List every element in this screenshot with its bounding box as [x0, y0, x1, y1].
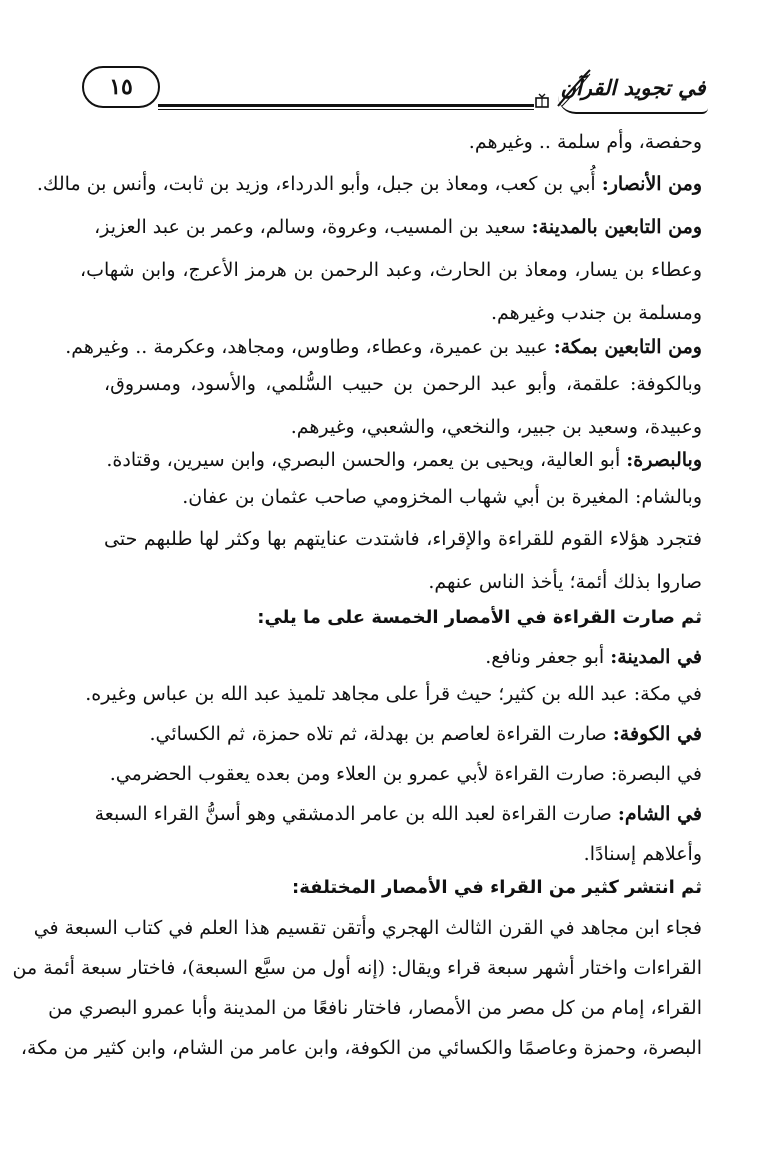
- line-lead: في الشام:: [617, 803, 702, 825]
- line-text: ومسلمة بن جندب وغيرهم.: [490, 302, 702, 324]
- text-line: [104, 525, 702, 553]
- text-line: [80, 256, 702, 284]
- text-line: [80, 299, 702, 327]
- line-text: وبالشام: المغيرة بن أبي شهاب المخزومي صاحب عثمان بن عفان.: [182, 486, 702, 508]
- section-heading: [104, 874, 702, 902]
- line-text: صارت القراءة لعبد الله بن عامر الدمشقي وهو أسنُّ القراء السبعة: [94, 803, 618, 825]
- page-number: ١٥: [109, 74, 133, 100]
- text-line: [33, 914, 702, 942]
- running-title-text: في تجويد القرآن: [560, 74, 706, 100]
- line-text: صاروا بذلك أئمة؛ يأخذ الناس عنهم.: [428, 571, 702, 593]
- line-text: في مكة: عبد الله بن كثير؛ حيث قرأ على مجاهد تلميذ عبد الله بن عباس وغيره.: [85, 683, 702, 705]
- text-line: [104, 760, 702, 788]
- section-heading-text: ثم انتشر كثير من القراء في الأمصار المختلفة:: [292, 877, 702, 898]
- line-text: أبو العالية، ويحيى بن يعمر، والحسن البصري، وابن سيرين، وقتادة.: [106, 449, 627, 471]
- text-line: [20, 1034, 702, 1062]
- line-text: وبالكوفة: علقمة، وأبو عبد الرحمن بن حبيب السُّلمي، والأسود، ومسروق،: [104, 373, 702, 395]
- header-divider-thin: [158, 109, 534, 110]
- text-line: [85, 680, 702, 708]
- text-line: [94, 800, 702, 828]
- line-lead: وبالبصرة:: [626, 449, 702, 471]
- line-text: وعبيدة، وسعيد بن جبير، والنخعي، والشعبي، وغيرهم.: [290, 416, 702, 438]
- text-line: [48, 994, 702, 1022]
- text-line: [104, 643, 702, 671]
- text-line: [80, 128, 702, 156]
- text-line: [80, 568, 702, 596]
- line-text: صارت القراءة لعاصم بن بهدلة، ثم تلاه حمزة، ثم الكسائي.: [149, 723, 613, 745]
- line-text: أُبي بن كعب، ومعاذ بن جبل، وأبو الدرداء، وزيد بن ثابت، وأنس بن مالك.: [36, 173, 602, 195]
- text-line: [65, 333, 702, 361]
- text-line: [104, 483, 702, 511]
- line-text: البصرة، وحمزة وعاصمًا والكسائي من الكوفة، وابن عامر من الشام، وابن كثير من مكة،: [20, 1037, 702, 1059]
- line-lead: في الكوفة:: [612, 723, 702, 745]
- line-lead: ومن الأنصار:: [601, 173, 702, 195]
- text-line: [12, 954, 702, 982]
- line-text: وعطاء بن يسار، ومعاذ بن الحارث، وعبد الرحمن بن هرمز الأعرج، وابن شهاب،: [80, 259, 702, 281]
- line-text: القراء، إمام من كل مصر من الأمصار، فاختار نافعًا من المدينة وأبا عمرو البصري من: [48, 997, 702, 1019]
- line-text: عبيد بن عميرة، وعطاء، وطاوس، ومجاهد، وعكرمة .. وغيرهم.: [65, 336, 554, 358]
- section-heading-text: ثم صارت القراءة في الأمصار الخمسة على ما يلي:: [257, 607, 702, 628]
- text-line: [104, 720, 702, 748]
- line-lead: ومن التابعين بمكة:: [553, 336, 702, 358]
- line-text: وأعلاهم إسنادًا.: [583, 843, 702, 865]
- text-line: [104, 446, 702, 474]
- section-heading: [104, 604, 702, 632]
- text-line: [94, 213, 702, 241]
- line-text: القراءات واختار أشهر سبعة قراء ويقال: (إنه أول من سبَّع السبعة)، فاختار سبعة أئمة من: [12, 957, 702, 979]
- running-title: [558, 62, 708, 114]
- open-book-icon: [534, 92, 550, 108]
- line-lead: ومن التابعين بالمدينة:: [531, 216, 702, 238]
- line-text: أبو جعفر ونافع.: [485, 646, 611, 668]
- page-header: [78, 58, 712, 118]
- line-text: فجاء ابن مجاهد في القرن الثالث الهجري وأتقن تقسيم هذا العلم في كتاب السبعة في: [33, 917, 702, 939]
- line-text: سعيد بن المسيب، وعروة، وسالم، وعمر بن عبد العزيز،: [94, 216, 532, 238]
- text-line: [104, 370, 702, 398]
- line-lead: في المدينة:: [610, 646, 702, 668]
- line-text: في البصرة: صارت القراءة لأبي عمرو بن العلاء ومن بعده يعقوب الحضرمي.: [109, 763, 702, 785]
- line-text: وحفصة، وأم سلمة .. وغيرهم.: [468, 131, 702, 153]
- line-text: فتجرد هؤلاء القوم للقراءة والإقراء، فاشتدت عنايتهم بها وكثر لها طلبهم حتى: [104, 528, 702, 550]
- page-number-badge: [82, 66, 160, 108]
- text-line: [80, 840, 702, 868]
- text-line: [80, 413, 702, 441]
- text-line: [36, 170, 702, 198]
- header-divider: [158, 104, 534, 107]
